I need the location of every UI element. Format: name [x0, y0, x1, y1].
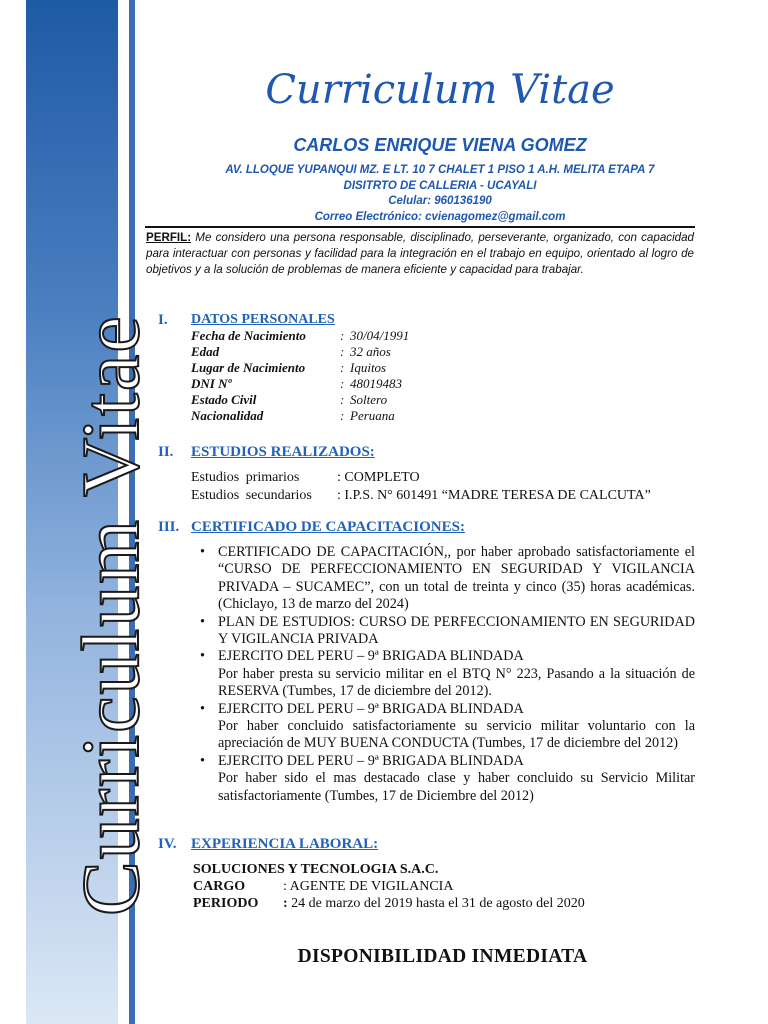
list-item — [200, 648, 695, 700]
section-1-number: I. — [158, 312, 168, 328]
personal-data-value: 32 años — [350, 344, 391, 359]
personal-data-label: DNI Nº — [191, 376, 232, 391]
section-1-title: DATOS PERSONALES — [191, 312, 335, 327]
address-line-1: AV. LLOQUE YUPANQUI MZ. E LT. 10 7 CHALET 1 PISO 1 A.H. MELITA ETAPA 7 — [225, 164, 655, 176]
personal-data-value: Peruana — [350, 408, 395, 423]
perfil-paragraph — [146, 230, 694, 279]
personal-data-label: Lugar de Nacimiento — [191, 360, 306, 375]
section-4-title: EXPERIENCIA LABORAL: — [191, 836, 379, 852]
cargo-value: : AGENTE DE VIGILANCIA — [283, 879, 454, 894]
email: Correo Electrónico: cvienagomez@gmail.com — [314, 211, 566, 223]
sidebar-vertical-title: Curriculum Vitae — [65, 314, 156, 916]
personal-data-value: Iquitos — [350, 360, 387, 375]
studies-value: : I.P.S. N° 601491 “MADRE TERESA DE CALCUTA” — [337, 488, 651, 503]
availability-statement: DISPONIBILIDAD INMEDIATA — [297, 946, 588, 967]
section-3-number: III. — [158, 519, 180, 535]
candidate-name: CARLOS ENRIQUE VIENA GOMEZ — [293, 135, 587, 155]
studies-row — [191, 470, 420, 486]
section-4-number: IV. — [158, 836, 177, 852]
periodo-separator: : — [283, 896, 288, 911]
address-line-2: DISITRTO DE CALLERIA - UCAYALI — [343, 180, 537, 192]
bullet-icon: • — [200, 752, 205, 769]
certificate-detail: Por haber presta su servicio militar en el BTQ N° 223, Pasando a la situación de RESERVA (Tumbes, 17 de diciembre del 2012). — [218, 665, 695, 700]
certificate-title: CERTIFICADO DE CAPACITACIÓN,, por haber aprobado satisfactoriamente el “CURSO DE PERFECCIONAMIENTO EN SEGURIDAD Y VIGILANCIA PRIVADA – SUCAMEC”, con un total de treinta y cinco (35) horas académicas. (Chiclayo, 13 de marzo del 2024) — [218, 544, 695, 613]
personal-data-value: 48019483 — [350, 376, 402, 391]
section-2-number: II. — [158, 444, 174, 460]
header-rule — [145, 226, 695, 228]
periodo-value: 24 de marzo del 2019 hasta el 31 de agosto del 2020 — [287, 896, 585, 911]
periodo-row — [193, 896, 585, 912]
cargo-label: CARGO — [193, 879, 246, 894]
perfil-label: PERFIL: — [146, 231, 192, 244]
personal-data-label: Estado Civil — [191, 392, 257, 407]
phone: Celular: 960136190 — [388, 195, 492, 207]
list-item — [200, 614, 695, 649]
section-3-title: CERTIFICADO DE CAPACITACIONES: — [191, 519, 465, 535]
bullet-icon: • — [200, 700, 205, 717]
studies-value: : COMPLETO — [337, 470, 420, 485]
list-item — [200, 701, 695, 753]
personal-data-separator: : — [340, 360, 345, 375]
certificate-title: EJERCITO DEL PERU – 9ª BRIGADA BLINDADA — [218, 752, 524, 769]
certificate-detail: Por haber concluido satisfactoriamente su servicio militar voluntario con la apreciación de MUY BUENA CONDUCTA (Tumbes, 17 de diciembre del 2012) — [218, 718, 695, 752]
studies-label: Estudios primarios — [191, 470, 300, 485]
list-item — [200, 544, 695, 614]
bullet-icon: • — [200, 613, 205, 630]
cv-title: Curriculum Vitae — [265, 67, 615, 113]
certificate-detail: Por haber sido el mas destacado clase y haber concluido su Servicio Militar satisfactoriamente (Tumbes, 17 de Diciembre del 2012) — [218, 770, 695, 804]
section-2-title: ESTUDIOS REALIZADOS: — [191, 444, 375, 460]
company-name: SOLUCIONES Y TECNOLOGIA S.A.C. — [193, 862, 439, 877]
personal-data-value: Soltero — [350, 392, 388, 407]
personal-data-separator: : — [340, 328, 345, 343]
studies-label: Estudios secundarios — [191, 488, 312, 503]
cargo-row — [193, 879, 453, 895]
bullet-icon: • — [200, 544, 205, 560]
personal-data-label: Fecha de Nacimiento — [191, 328, 306, 343]
certificates-list — [200, 544, 695, 805]
personal-data-value: 30/04/1991 — [350, 328, 410, 343]
list-item — [200, 753, 695, 805]
periodo-label: PERIODO — [193, 896, 259, 911]
perfil-text: Me considero una persona responsable, disciplinado, perseverante, organizado, con capacidad para interactuar con personas y facilidad para la integración en el trabajo en equipo, orientado al logro de objetivos y a la solución de problemas de manera eficiente y capacidad para trabajar. — [146, 231, 694, 277]
certificate-title: PLAN DE ESTUDIOS: CURSO DE PERFECCIONAMIENTO EN SEGURIDAD Y VIGILANCIA PRIVADA — [218, 613, 695, 648]
personal-data-separator: : — [340, 392, 345, 407]
studies-row — [191, 488, 651, 504]
personal-data-separator: : — [340, 376, 345, 391]
certificate-title: EJERCITO DEL PERU – 9ª BRIGADA BLINDADA — [218, 648, 524, 665]
personal-data-separator: : — [340, 344, 345, 359]
personal-data-separator: : — [340, 408, 345, 423]
bullet-icon: • — [200, 648, 205, 665]
certificate-title: EJERCITO DEL PERU – 9ª BRIGADA BLINDADA — [218, 700, 524, 717]
personal-data-label: Edad — [191, 344, 220, 359]
personal-data-label: Nacionalidad — [191, 408, 264, 423]
